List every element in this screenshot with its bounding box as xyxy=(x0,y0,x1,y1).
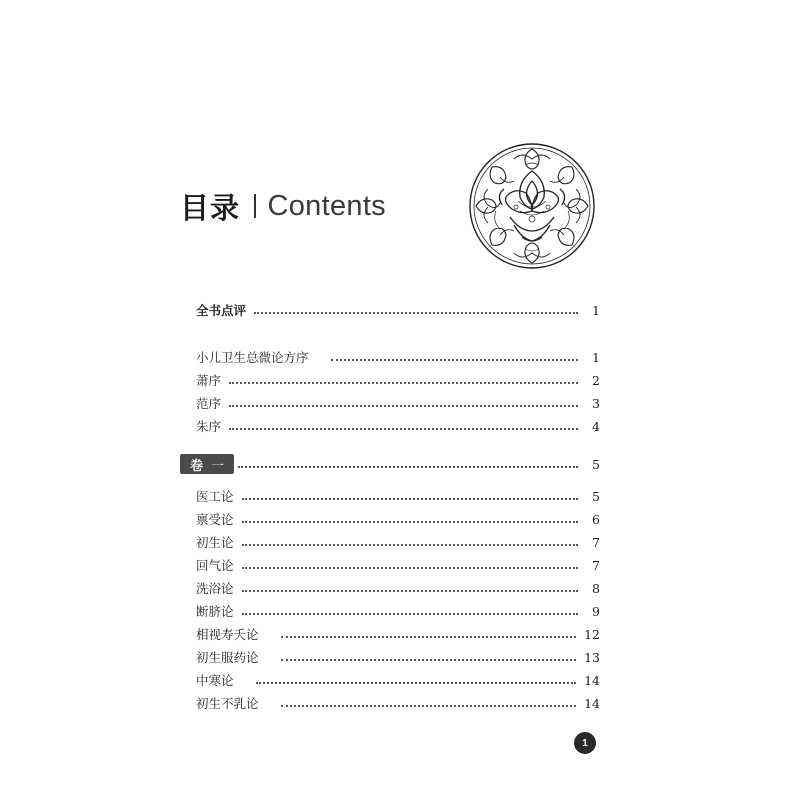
toc-entry-chapter[interactable] xyxy=(196,670,600,690)
dot-leader xyxy=(281,705,577,707)
toc-entry-label: 初生论 xyxy=(196,535,234,550)
toc-entry-front-matter[interactable] xyxy=(196,347,600,367)
toc-entry-page: 4 xyxy=(592,418,600,434)
toc-entry-label: 全书点评 xyxy=(196,303,247,318)
title-separator xyxy=(254,194,256,218)
toc-entry-page: 14 xyxy=(584,695,600,711)
page-title xyxy=(180,186,386,226)
toc-entry-page: 13 xyxy=(584,649,600,665)
toc-entry-label: 回气论 xyxy=(196,558,234,573)
dot-leader xyxy=(254,312,578,314)
dot-leader xyxy=(229,382,578,384)
toc-entry-chapter[interactable] xyxy=(196,509,600,529)
dot-leader xyxy=(242,498,578,500)
toc-entry-chapter[interactable] xyxy=(196,486,600,506)
toc-entry-label: 相视寿夭论 xyxy=(196,627,259,642)
dot-leader xyxy=(229,405,578,407)
toc-entry-chapter[interactable] xyxy=(196,601,600,621)
dot-leader xyxy=(238,466,578,468)
lotus-rosette-ornament-icon xyxy=(466,141,598,271)
toc-entry-page: 14 xyxy=(584,672,600,688)
toc-entry-page: 1 xyxy=(592,302,600,318)
toc-entry-label: 医工论 xyxy=(196,489,234,504)
toc-entry-page: 5 xyxy=(592,488,600,504)
toc-entry-front-matter[interactable] xyxy=(196,370,600,390)
toc-entry-front-matter[interactable] xyxy=(196,416,600,436)
volume-label: 卷 xyxy=(189,458,207,474)
toc-entry-label: 初生服药论 xyxy=(196,650,259,665)
toc-entry-page: 2 xyxy=(592,372,600,388)
toc-entry-front-matter[interactable] xyxy=(196,393,600,413)
toc-entry-chapter[interactable] xyxy=(196,532,600,552)
toc-entry-chapter[interactable] xyxy=(196,555,600,575)
dot-leader xyxy=(242,521,578,523)
dot-leader xyxy=(242,544,578,546)
toc-entry-label: 洗浴论 xyxy=(196,581,234,596)
toc-entry-page: 3 xyxy=(592,395,600,411)
dot-leader xyxy=(242,590,578,592)
toc-entry-chapter[interactable] xyxy=(196,624,600,644)
dot-leader xyxy=(242,613,578,615)
toc-entry-page: 5 xyxy=(592,456,600,472)
toc-entry-review[interactable] xyxy=(196,300,600,320)
title-chinese: 目录 xyxy=(180,190,241,225)
toc-entry-label: 范序 xyxy=(196,396,222,411)
toc-entry-page: 6 xyxy=(592,511,600,527)
toc-entry-label: 萧序 xyxy=(196,373,222,388)
toc-entry-label: 禀受论 xyxy=(196,512,234,527)
toc-entry-label: 朱序 xyxy=(196,419,222,434)
dot-leader xyxy=(229,428,578,430)
toc-entry-chapter[interactable] xyxy=(196,693,600,713)
toc-entry-label: 断脐论 xyxy=(196,604,234,619)
dot-leader xyxy=(256,682,577,684)
title-english: Contents xyxy=(267,189,386,222)
toc-entry-page: 1 xyxy=(592,349,600,365)
toc-entry-label: 中寒论 xyxy=(196,673,234,688)
dot-leader xyxy=(331,359,578,361)
dot-leader xyxy=(281,659,577,661)
page-number-badge: 1 xyxy=(574,732,596,754)
dot-leader xyxy=(281,636,577,638)
toc-entry-page: 12 xyxy=(584,626,600,642)
toc-entry-page: 7 xyxy=(592,557,600,573)
toc-entry-label: 小儿卫生总微论方序 xyxy=(196,350,309,365)
toc-entry-chapter[interactable] xyxy=(196,578,600,598)
toc-entry-chapter[interactable] xyxy=(196,647,600,667)
toc-entry-label: 初生不乳论 xyxy=(196,696,259,711)
volume-number: 一 xyxy=(211,458,225,474)
toc-entry-page: 7 xyxy=(592,534,600,550)
toc-entry-page: 9 xyxy=(592,603,600,619)
dot-leader xyxy=(242,567,578,569)
toc-volume-heading[interactable] xyxy=(180,454,600,474)
toc-entry-page: 8 xyxy=(592,580,600,596)
volume-tag xyxy=(180,454,234,474)
